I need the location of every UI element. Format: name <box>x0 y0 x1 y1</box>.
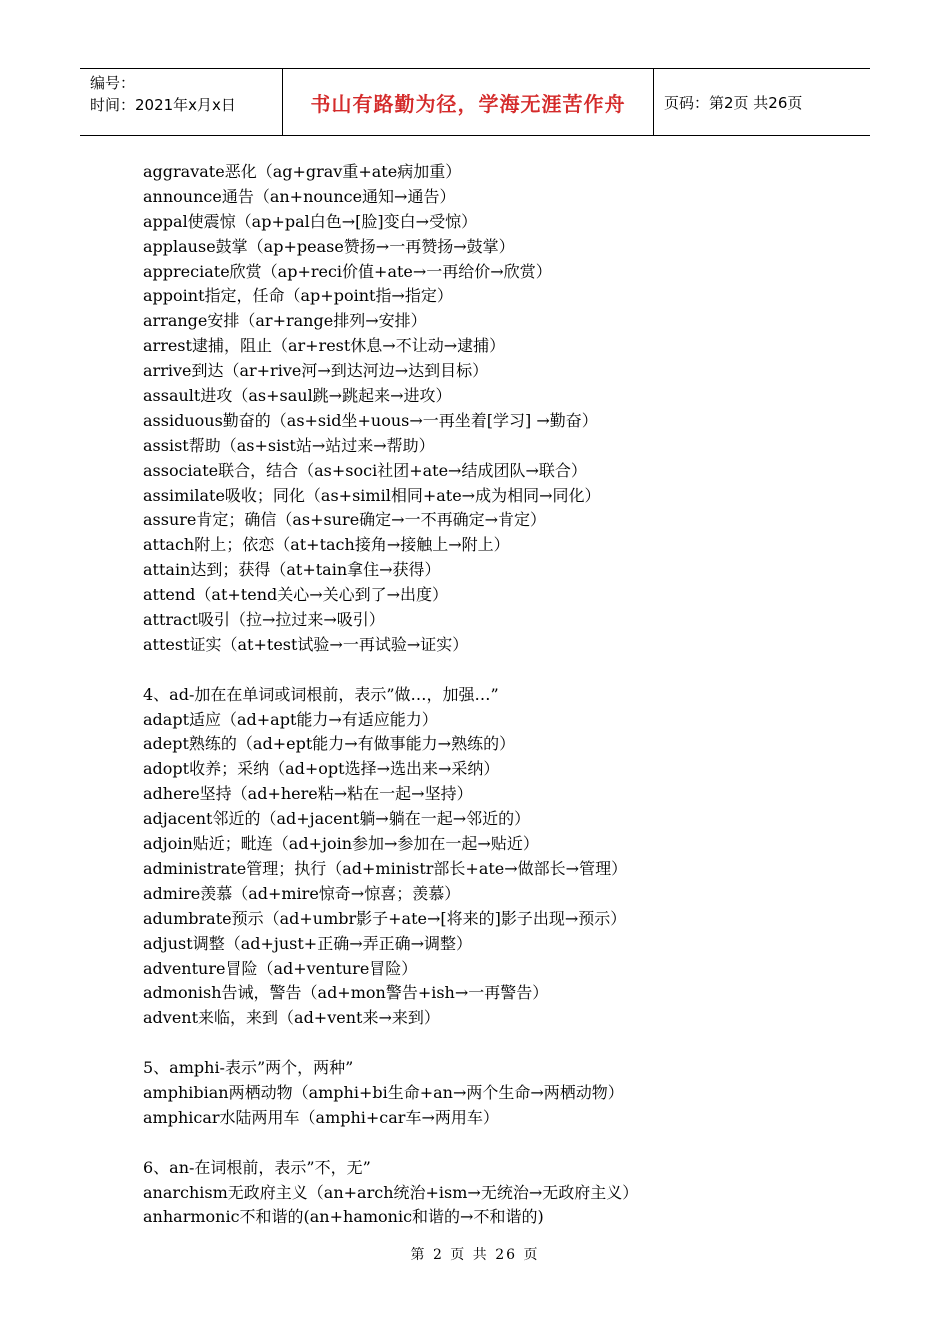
text-line: administrate管理；执行（ad+ministr部长+ate→做部长→管理） <box>143 858 628 878</box>
paragraph-gap <box>143 1131 863 1156</box>
text-line: amphicar水陆两用车（amphi+car车→两用车） <box>143 1107 499 1127</box>
motto-text: 书山有路勤为径，学海无涯苦作舟 <box>310 91 626 116</box>
header-left-cell <box>80 69 282 135</box>
text-line: adept熟练的（ad+ept能力→有做事能力→熟练的） <box>143 734 516 754</box>
header-page-cell <box>654 69 870 135</box>
text-line: assault进攻（as+saul跳→跳起来→进攻） <box>143 386 452 406</box>
word-list-at-prefix <box>143 160 863 658</box>
document-body <box>143 160 863 1230</box>
text-line: 6、an-在词根前，表示”不，无” <box>143 1157 371 1177</box>
text-line: attain达到；获得（at+tain拿住→获得） <box>143 560 441 580</box>
text-line: arrive到达（ar+rive河→到达河边→达到目标） <box>143 361 489 381</box>
text-line: amphibian两栖动物（amphi+bi生命+an→两个生命→两栖动物） <box>143 1082 624 1102</box>
paragraph-gap <box>143 658 863 683</box>
text-line: adjoin贴近；毗连（ad+join参加→参加在一起→贴近） <box>143 834 539 854</box>
text-line: appal使震惊（ap+pal白色→[脸]变白→受惊） <box>143 211 478 231</box>
text-line: adapt适应（ad+apt能力→有适应能力） <box>143 709 438 729</box>
word-list-an-prefix <box>143 1156 863 1231</box>
page-header <box>80 68 870 136</box>
header-motto-cell <box>282 69 654 135</box>
text-line: appoint指定，任命（ap+point指→指定） <box>143 286 453 306</box>
text-line: attach附上；依恋（at+tach接角→接触上→附上） <box>143 535 510 555</box>
text-line: admonish告诫，警告（ad+mon警告+ish→一再警告） <box>143 983 549 1003</box>
text-line: adventure冒险（ad+venture冒险） <box>143 958 418 978</box>
text-line: assiduous勤奋的（as+sid坐+uous→一再坐着[学习] →勤奋） <box>143 410 598 430</box>
text-line: attest证实（at+test试验→一再试验→证实） <box>143 634 469 654</box>
time-label: 时间：2021年x月x日 <box>90 96 236 114</box>
number-label: 编号： <box>90 74 136 92</box>
text-line: aggravate恶化（ag+grav重+ate病加重） <box>143 162 462 181</box>
text-line: applause鼓掌（ap+pease赞扬→一再赞扬→鼓掌） <box>143 236 515 256</box>
text-line: adhere坚持（ad+here粘→粘在一起→坚持） <box>143 784 473 804</box>
text-line: associate联合，结合（as+soci社团+ate→结成团队→联合） <box>143 460 587 480</box>
text-line: arrest逮捕，阻止（ar+rest休息→不让动→逮捕） <box>143 336 506 356</box>
text-line: appreciate欣赏（ap+reci价值+ate→一再给价→欣赏） <box>143 261 552 281</box>
text-line: 5、amphi-表示”两个，两种” <box>143 1058 354 1078</box>
text-line: 4、ad-加在在单词或词根前，表示”做…，加强…” <box>143 684 499 704</box>
paragraph-gap <box>143 1031 863 1056</box>
text-line: attract吸引（拉→拉过来→吸引） <box>143 610 385 630</box>
text-line: anharmonic不和谐的(an+hamonic和谐的→不和谐的) <box>143 1207 544 1227</box>
text-line: announce通告（an+nounce通知→通告） <box>143 186 456 206</box>
page-info: 页码：第2页 共26页 <box>664 93 803 112</box>
word-list-ad-prefix <box>143 683 863 1031</box>
text-line: admire羡慕（ad+mire惊奇→惊喜；羡慕） <box>143 883 461 903</box>
text-line: adumbrate预示（ad+umbr影子+ate→[将来的]影子出现→预示） <box>143 908 627 928</box>
page-footer: 第 2 页 共 26 页 <box>410 1247 540 1263</box>
text-line: adjacent邻近的（ad+jacent躺→躺在一起→邻近的） <box>143 809 531 829</box>
text-line: attend（at+tend关心→关心到了→出度） <box>143 585 449 605</box>
text-line: adopt收养；采纳（ad+opt选择→选出来→采纳） <box>143 759 500 779</box>
text-line: assist帮助（as+sist站→站过来→帮助） <box>143 435 435 455</box>
text-line: assimilate吸收；同化（as+simil相同+ate→成为相同→同化） <box>143 485 601 505</box>
text-line: anarchism无政府主义（an+arch统治+ism→无统治→无政府主义） <box>143 1182 639 1202</box>
text-line: arrange安排（ar+range排列→安排） <box>143 311 427 331</box>
text-line: advent来临，来到（ad+vent来→来到） <box>143 1008 440 1028</box>
text-line: adjust调整（ad+just+正确→弄正确→调整） <box>143 933 473 953</box>
word-list-amphi-prefix <box>143 1056 863 1131</box>
text-line: assure肯定；确信（as+sure确定→一不再确定→肯定） <box>143 510 546 530</box>
